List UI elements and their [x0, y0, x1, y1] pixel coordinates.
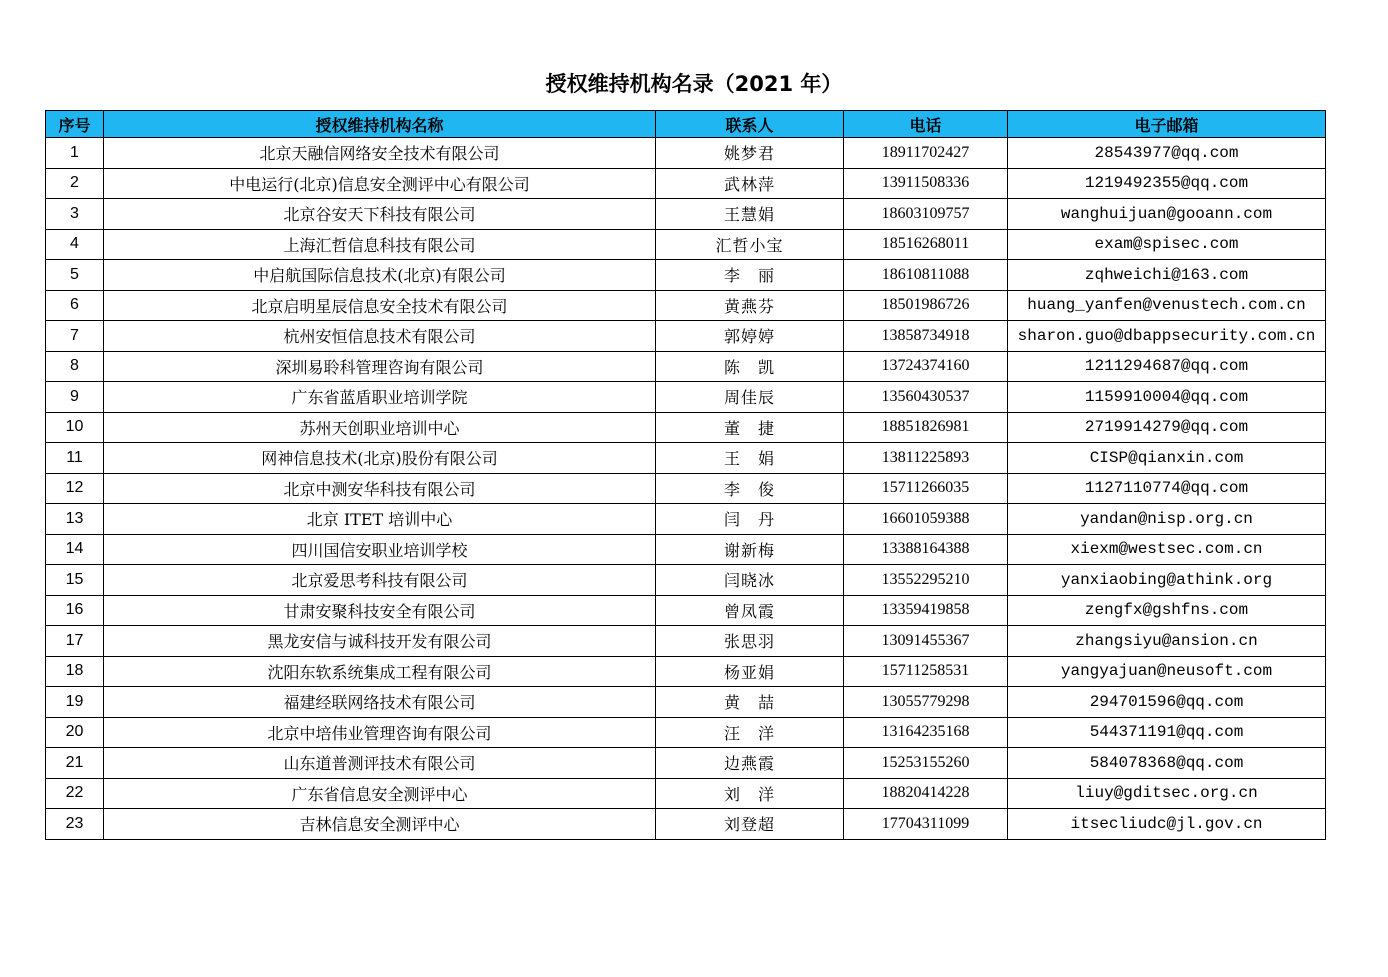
cell-email: yanxiaobing@athink.org [1008, 565, 1326, 596]
cell-org-name: 山东道普测评技术有限公司 [104, 748, 656, 779]
page-title: 授权维持机构名录（2021 年） [545, 72, 843, 96]
cell-contact: 武林萍 [656, 168, 844, 199]
cell-phone: 13858734918 [844, 321, 1008, 352]
cell-no: 3 [46, 199, 104, 230]
table-row [46, 321, 1326, 352]
cell-org-name: 北京启明星辰信息安全技术有限公司 [104, 290, 656, 321]
table-row [46, 473, 1326, 504]
table-row [46, 351, 1326, 382]
cell-phone: 13560430537 [844, 382, 1008, 413]
cell-email: yandan@nisp.org.cn [1008, 504, 1326, 535]
cell-org-name: 广东省蓝盾职业培训学院 [104, 382, 656, 413]
cell-contact: 周佳辰 [656, 382, 844, 413]
cell-no: 23 [46, 809, 104, 840]
cell-email: exam@spisec.com [1008, 229, 1326, 260]
cell-org-name: 广东省信息安全测评中心 [104, 778, 656, 809]
cell-no: 8 [46, 351, 104, 382]
cell-email: yangyajuan@neusoft.com [1008, 656, 1326, 687]
cell-phone: 17704311099 [844, 809, 1008, 840]
cell-contact: 王 娟 [656, 443, 844, 474]
cell-email: 2719914279@qq.com [1008, 412, 1326, 443]
cell-contact: 边燕霞 [656, 748, 844, 779]
table-row [46, 504, 1326, 535]
cell-email: 544371191@qq.com [1008, 717, 1326, 748]
cell-phone: 13164235168 [844, 717, 1008, 748]
cell-phone: 13055779298 [844, 687, 1008, 718]
table-row [46, 290, 1326, 321]
table-row [46, 626, 1326, 657]
table-row [46, 687, 1326, 718]
cell-no: 17 [46, 626, 104, 657]
cell-contact: 闫 丹 [656, 504, 844, 535]
cell-email: liuy@gditsec.org.cn [1008, 778, 1326, 809]
cell-phone: 16601059388 [844, 504, 1008, 535]
cell-org-name: 上海汇哲信息科技有限公司 [104, 229, 656, 260]
cell-org-name: 黑龙安信与诚科技开发有限公司 [104, 626, 656, 657]
cell-org-name: 甘肃安聚科技安全有限公司 [104, 595, 656, 626]
cell-org-name: 中启航国际信息技术(北京)有限公司 [104, 260, 656, 291]
cell-no: 20 [46, 717, 104, 748]
table-row [46, 809, 1326, 840]
cell-email: 584078368@qq.com [1008, 748, 1326, 779]
cell-org-name: 吉林信息安全测评中心 [104, 809, 656, 840]
cell-contact: 董 捷 [656, 412, 844, 443]
cell-org-name: 北京 ITET 培训中心 [104, 504, 656, 535]
cell-email: CISP@qianxin.com [1008, 443, 1326, 474]
table-row [46, 748, 1326, 779]
cell-phone: 13724374160 [844, 351, 1008, 382]
cell-no: 13 [46, 504, 104, 535]
table-row [46, 534, 1326, 565]
cell-phone: 18516268011 [844, 229, 1008, 260]
cell-no: 1 [46, 138, 104, 169]
table-row [46, 565, 1326, 596]
table-row [46, 412, 1326, 443]
organization-table [45, 110, 1326, 840]
cell-email: zhangsiyu@ansion.cn [1008, 626, 1326, 657]
cell-email: itsecliudc@jl.gov.cn [1008, 809, 1326, 840]
cell-contact: 李 丽 [656, 260, 844, 291]
cell-contact: 杨亚娟 [656, 656, 844, 687]
cell-email: 1159910004@qq.com [1008, 382, 1326, 413]
cell-no: 11 [46, 443, 104, 474]
cell-no: 6 [46, 290, 104, 321]
cell-contact: 陈 凯 [656, 351, 844, 382]
cell-org-name: 北京天融信网络安全技术有限公司 [104, 138, 656, 169]
cell-contact: 谢新梅 [656, 534, 844, 565]
cell-no: 5 [46, 260, 104, 291]
cell-phone: 13388164388 [844, 534, 1008, 565]
column-header-phone: 电话 [844, 111, 1008, 138]
cell-email: 1127110774@qq.com [1008, 473, 1326, 504]
table-row [46, 443, 1326, 474]
cell-phone: 13091455367 [844, 626, 1008, 657]
cell-org-name: 中电运行(北京)信息安全测评中心有限公司 [104, 168, 656, 199]
column-header-email: 电子邮箱 [1008, 111, 1326, 138]
cell-contact: 汪 洋 [656, 717, 844, 748]
cell-org-name: 苏州天创职业培训中心 [104, 412, 656, 443]
cell-org-name: 四川国信安职业培训学校 [104, 534, 656, 565]
cell-email: zqhweichi@163.com [1008, 260, 1326, 291]
cell-contact: 刘 洋 [656, 778, 844, 809]
cell-org-name: 北京中测安华科技有限公司 [104, 473, 656, 504]
cell-phone: 13811225893 [844, 443, 1008, 474]
column-header-org: 授权维持机构名称 [104, 111, 656, 138]
column-header-contact: 联系人 [656, 111, 844, 138]
cell-no: 2 [46, 168, 104, 199]
cell-no: 15 [46, 565, 104, 596]
cell-contact: 王慧娟 [656, 199, 844, 230]
cell-contact: 姚梦君 [656, 138, 844, 169]
cell-phone: 18911702427 [844, 138, 1008, 169]
cell-phone: 18851826981 [844, 412, 1008, 443]
cell-org-name: 深圳易聆科管理咨询有限公司 [104, 351, 656, 382]
cell-org-name: 网神信息技术(北京)股份有限公司 [104, 443, 656, 474]
cell-email: xiexm@westsec.com.cn [1008, 534, 1326, 565]
cell-contact: 李 俊 [656, 473, 844, 504]
cell-phone: 13552295210 [844, 565, 1008, 596]
cell-no: 16 [46, 595, 104, 626]
cell-org-name: 沈阳东软系统集成工程有限公司 [104, 656, 656, 687]
cell-email: 1211294687@qq.com [1008, 351, 1326, 382]
table-row [46, 778, 1326, 809]
cell-no: 19 [46, 687, 104, 718]
cell-email: huang_yanfen@venustech.com.cn [1008, 290, 1326, 321]
cell-no: 10 [46, 412, 104, 443]
cell-phone: 18820414228 [844, 778, 1008, 809]
cell-contact: 黄燕芬 [656, 290, 844, 321]
cell-no: 9 [46, 382, 104, 413]
cell-email: 28543977@qq.com [1008, 138, 1326, 169]
cell-org-name: 北京中培伟业管理咨询有限公司 [104, 717, 656, 748]
cell-phone: 18501986726 [844, 290, 1008, 321]
table-row [46, 138, 1326, 169]
cell-phone: 18610811088 [844, 260, 1008, 291]
cell-email: wanghuijuan@gooann.com [1008, 199, 1326, 230]
table-row [46, 168, 1326, 199]
cell-contact: 张思羽 [656, 626, 844, 657]
cell-phone: 15711258531 [844, 656, 1008, 687]
table-row [46, 717, 1326, 748]
cell-contact: 闫晓冰 [656, 565, 844, 596]
table-row [46, 656, 1326, 687]
table-row [46, 595, 1326, 626]
cell-phone: 13911508336 [844, 168, 1008, 199]
cell-contact: 汇哲小宝 [656, 229, 844, 260]
cell-org-name: 北京爱思考科技有限公司 [104, 565, 656, 596]
cell-contact: 郭婷婷 [656, 321, 844, 352]
cell-email: zengfx@gshfns.com [1008, 595, 1326, 626]
cell-contact: 黄 喆 [656, 687, 844, 718]
cell-no: 21 [46, 748, 104, 779]
cell-no: 7 [46, 321, 104, 352]
cell-email: 294701596@qq.com [1008, 687, 1326, 718]
cell-org-name: 北京谷安天下科技有限公司 [104, 199, 656, 230]
table-header-row [46, 111, 1326, 138]
cell-org-name: 福建经联网络技术有限公司 [104, 687, 656, 718]
table-row [46, 199, 1326, 230]
cell-no: 18 [46, 656, 104, 687]
cell-phone: 15253155260 [844, 748, 1008, 779]
table-row [46, 382, 1326, 413]
cell-phone: 18603109757 [844, 199, 1008, 230]
cell-no: 22 [46, 778, 104, 809]
table-body [46, 138, 1326, 840]
cell-email: sharon.guo@dbappsecurity.com.cn [1008, 321, 1326, 352]
table-row [46, 260, 1326, 291]
column-header-no: 序号 [46, 111, 104, 138]
cell-no: 12 [46, 473, 104, 504]
cell-phone: 13359419858 [844, 595, 1008, 626]
cell-phone: 15711266035 [844, 473, 1008, 504]
cell-contact: 刘登超 [656, 809, 844, 840]
cell-email: 1219492355@qq.com [1008, 168, 1326, 199]
cell-contact: 曾凤霞 [656, 595, 844, 626]
cell-no: 4 [46, 229, 104, 260]
table-row [46, 229, 1326, 260]
cell-org-name: 杭州安恒信息技术有限公司 [104, 321, 656, 352]
cell-no: 14 [46, 534, 104, 565]
